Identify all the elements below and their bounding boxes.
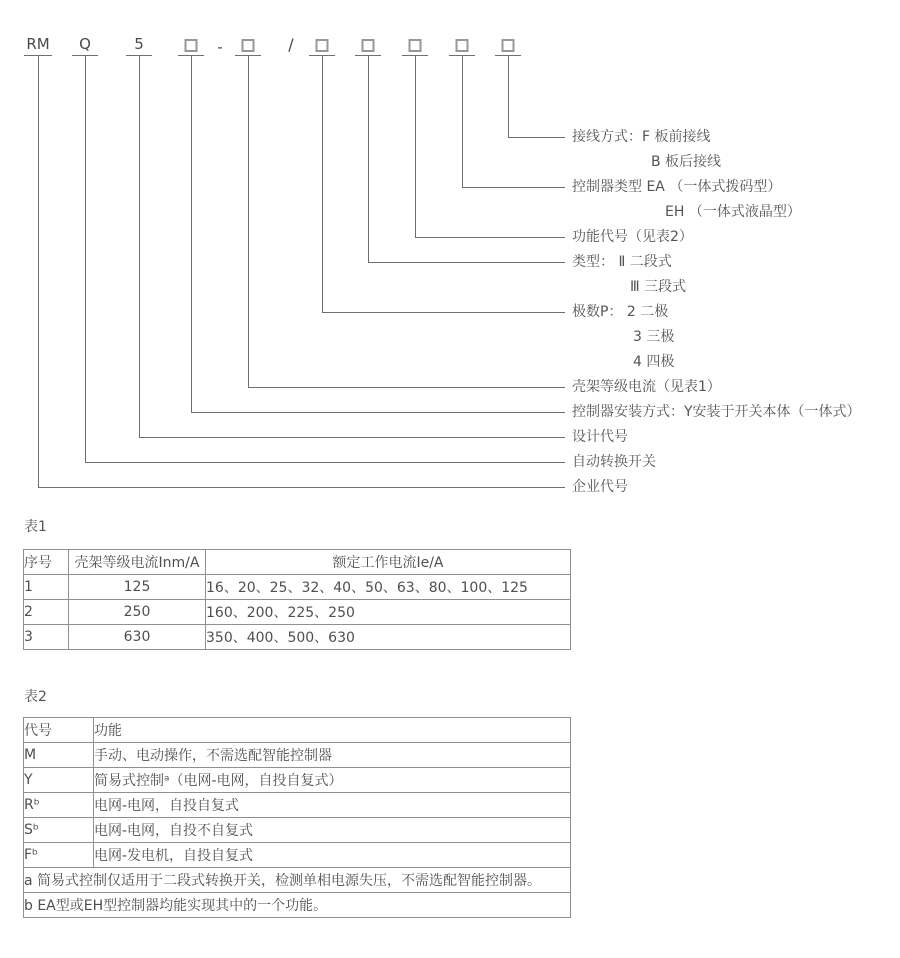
label-function-code: 功能代号（见表2） [572,229,693,245]
table2-row [24,818,571,843]
table1-cell-index: 2 [24,600,69,625]
table2-cell-function: 简易式控制ᵃ（电网-电网，自投自复式） [94,768,571,793]
model-code-part-q: Q [79,35,91,53]
table2-cell-function: 电网-发电机，自投自复式 [94,843,571,868]
table2-cell-function: 电网-电网，自投自复式 [94,793,571,818]
table2-row [24,843,571,868]
table2-footnote-a: a 简易式控制仅适用于二段式转换开关，检测单相电源失压，不需选配智能控制器。 [24,868,571,893]
label-poles-4: 4 四极 [633,354,675,370]
table2-row [24,768,571,793]
model-code-part-rm: RM [26,35,50,53]
table1-cell-index: 1 [24,575,69,600]
label-auto-transfer-switch: 自动转换开关 [572,454,656,470]
table1-cell-frame: 630 [69,625,206,650]
label-poles-2: 极数P： 2 二极 [572,304,669,320]
table2-footnote-b: b EA型或EH型控制器均能实现其中的一个功能。 [24,893,571,918]
table1-row [24,575,571,600]
table1-frame-current [23,549,571,650]
table2-title: 表2 [24,689,47,705]
table2-cell-function: 手动、电动操作，不需选配智能控制器 [94,743,571,768]
table2-footnote-row [24,868,571,893]
label-type-iii: Ⅲ 三段式 [630,279,687,295]
model-code-part-5: 5 [134,35,144,53]
table1-title: 表1 [24,519,47,535]
table2-row [24,743,571,768]
label-type-ii: 类型： Ⅱ 二段式 [572,254,672,270]
table2-header-function: 功能 [94,718,571,743]
table1-header-row [24,550,571,575]
label-controller-type-eh: EH （一体式液晶型） [665,204,801,220]
table1-cell-frame: 125 [69,575,206,600]
table2-cell-function: 电网-电网，自投不自复式 [94,818,571,843]
label-design-code: 设计代号 [572,429,628,445]
table1-header-index: 序号 [24,550,69,575]
label-controller-type-ea: 控制器类型 EA （一体式拨码型） [572,179,782,195]
table2-cell-code: Sᵇ [24,818,94,843]
table2-row [24,793,571,818]
table1-cell-frame: 250 [69,600,206,625]
table1-cell-index: 3 [24,625,69,650]
label-wiring-mode-f: 接线方式：F 板前接线 [572,129,711,145]
table1-cell-ratings: 160、200、225、250 [206,600,571,625]
label-wiring-mode-b: B 板后接线 [651,154,722,170]
model-code-slash-separator: / [288,35,294,54]
label-company-code: 企业代号 [572,479,628,495]
label-poles-3: 3 三极 [633,329,675,345]
label-frame-current: 壳架等级电流（见表1） [572,379,721,395]
table1-header-frame-current: 壳架等级电流Inm/A [69,550,206,575]
table1-row [24,600,571,625]
table2-header-code: 代号 [24,718,94,743]
table1-row [24,625,571,650]
table2-cell-code: Fᵇ [24,843,94,868]
table1-cell-ratings: 350、400、500、630 [206,625,571,650]
table2-header-row [24,718,571,743]
table1-cell-ratings: 16、20、25、32、40、50、63、80、100、125 [206,575,571,600]
table1-header-rated-current: 额定工作电流Ie/A [206,550,571,575]
table2-function-codes [23,717,571,918]
label-controller-mounting: 控制器安装方式：Y安装于开关本体（一体式） [572,404,861,420]
table2-footnote-row [24,893,571,918]
table2-cell-code: M [24,743,94,768]
table2-cell-code: Rᵇ [24,793,94,818]
model-code-dash-separator: - [217,38,223,56]
table2-cell-code: Y [24,768,94,793]
